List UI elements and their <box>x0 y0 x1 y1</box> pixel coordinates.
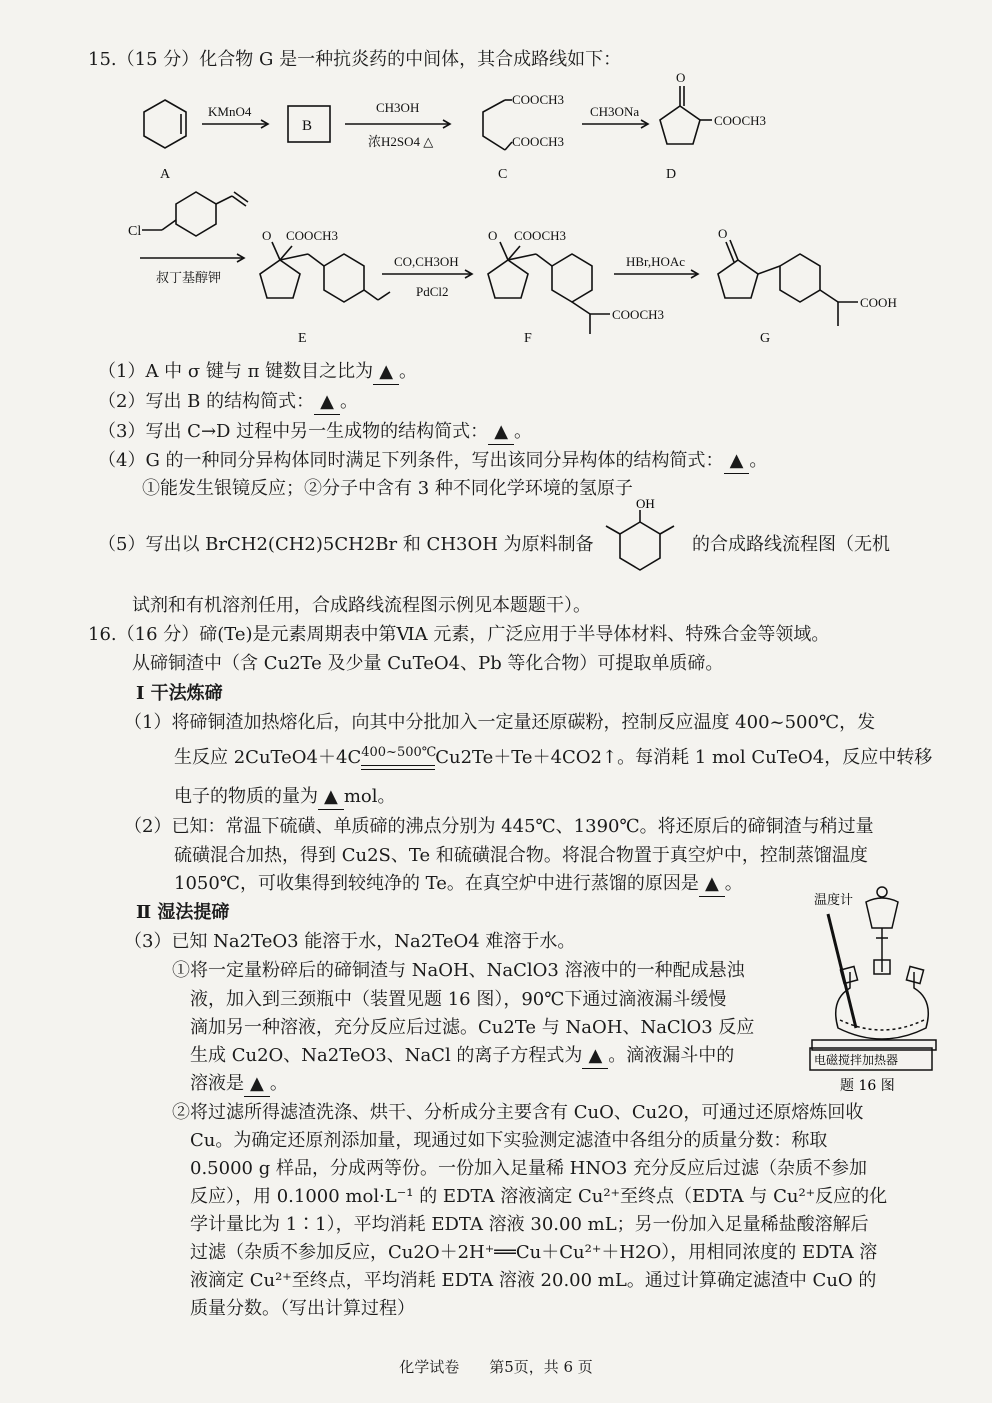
q16-line-2: 从碲铜渣中（含 Cu2Te 及少量 CuTeO4、Pb 等化合物）可提取单质碲。 <box>132 653 724 674</box>
q15-5-part-a: （5）写出以 BrCH2(CH2)5CH2Br 和 CH3OH 为原料制备 <box>98 534 594 555</box>
label-d: D <box>666 167 677 182</box>
e-oxygen: O <box>262 228 272 243</box>
unit-mol: mol。 <box>343 786 396 807</box>
reagent-hbr-hoac: HBr,HOAc <box>626 254 686 269</box>
g-cooh: COOH <box>860 295 897 310</box>
c-cooch3-top: COOCH3 <box>512 92 565 107</box>
label-b: B <box>302 118 313 134</box>
answer-blank: ▲ <box>314 390 340 415</box>
reagent-ch3ona: CH3ONa <box>590 104 640 119</box>
reagent-ch3oh: CH3OH <box>376 100 420 115</box>
q16-3-2f: 过滤（杂质不参加反应，Cu2O＋2H⁺══Cu＋Cu²⁺＋H2O），用相同浓度的 EDTA 溶 <box>190 1242 878 1263</box>
answer-blank: ▲ <box>244 1072 270 1097</box>
q16-line-1: 16.（16 分）碲(Te)是元素周期表中第ⅥA 元素，广泛应用于半导体材料、特殊合金等领域。 <box>88 624 830 645</box>
q15-5-part-c: 试剂和有机溶剂任用，合成路线流程图示例见本题题干）。 <box>132 595 591 616</box>
q16-3-2d: 反应），用 0.1000 mol·L⁻¹ 的 EDTA 溶液滴定 Cu²⁺至终点（EDTA 与 Cu²⁺反应的化 <box>190 1186 888 1207</box>
q16-3-2a: ②将过滤所得滤渣洗涤、烘干、分析成分主要含有 CuO、Cu2O，可通过还原熔炼回收 <box>172 1102 864 1123</box>
q16-3-2e: 学计量比为 1∶1），平均消耗 EDTA 溶液 30.00 mL；另一份加入足量稀盐酸溶解后 <box>190 1214 869 1235</box>
compound-f-ring <box>488 260 528 298</box>
q15-4 <box>98 449 767 474</box>
q15-4-text: （4）G 的一种同分异构体同时满足下列条件，写出该同分异构体的结构简式： <box>98 450 724 471</box>
reagent-h2so4: 浓H2SO4 △ <box>368 134 434 149</box>
reaction-temperature: 400~500℃ <box>361 745 437 760</box>
q15-4-conditions: ①能发生银镜反应；②分子中含有 3 种不同化学环境的氢原子 <box>142 478 633 499</box>
compound-g-benzene <box>780 254 820 302</box>
q15-2-text: （2）写出 B 的结构简式： <box>98 391 315 412</box>
reagent-tbuok: 叔丁基醇钾 <box>156 270 222 285</box>
d-cooch3: COOCH3 <box>714 113 767 128</box>
label-a: A <box>160 167 171 182</box>
q16-2c <box>174 872 743 897</box>
q16-3-1c: 滴加另一种溶液，充分反应后过滤。Cu2Te 与 NaOH、NaClO3 反应 <box>190 1017 755 1038</box>
target-oh: OH <box>636 498 655 511</box>
q16-3-2g: 液滴定 Cu²⁺至终点，平均消耗 EDTA 溶液 20.00 mL。通过计算确定滤渣中 CuO 的 <box>190 1270 877 1291</box>
q16-3-1d-after: 。滴液漏斗中的 <box>608 1045 735 1066</box>
label-e: E <box>298 331 307 346</box>
q15-1-text: （1）A 中 σ 键与 π 键数目之比为 <box>98 361 374 382</box>
thermometer-label: 温度计 <box>814 893 854 908</box>
reagent-benzene-ring <box>176 192 216 236</box>
q16-3-2h: 质量分数。（写出计算过程） <box>190 1298 415 1319</box>
period: 。 <box>269 1073 288 1094</box>
compound-e-benzene <box>324 254 364 302</box>
q16-3-1d-text: 生成 Cu2O、Na2TeO3、NaCl 的离子方程式为 <box>190 1045 583 1066</box>
q15-1 <box>98 360 417 385</box>
answer-blank: ▲ <box>699 872 725 897</box>
q16-3-1e <box>190 1072 288 1097</box>
reagent-cl: Cl <box>128 224 142 239</box>
q16-section-1: Ⅰ 干法炼碲 <box>136 683 223 704</box>
heater-label: 电磁搅拌加热器 <box>814 1053 899 1067</box>
figure-caption: 题 16 图 <box>840 1078 895 1094</box>
compound-g-ring <box>718 260 758 298</box>
equation-left: 生反应 2CuTeO4＋4C <box>174 747 362 768</box>
q16-1c-text: 电子的物质的量为 <box>174 786 318 807</box>
q15-synthesis-scheme <box>120 70 950 355</box>
period: 。 <box>724 873 743 894</box>
q15-3 <box>98 420 532 445</box>
period: 。 <box>399 361 418 382</box>
answer-blank: ▲ <box>488 420 514 445</box>
q16-2a: （2）已知：常温下硫磺、单质碲的沸点分别为 445℃、1390℃。将还原后的碲铜渣与稍过量 <box>124 816 874 837</box>
label-f: F <box>524 331 532 346</box>
apparatus-figure <box>800 880 940 1095</box>
q16-1a: （1）将碲铜渣加热熔化后，向其中分批加入一定量还原碳粉，控制反应温度 400~500℃，发 <box>124 712 876 733</box>
q15-header: 15.（15 分）化合物 G 是一种抗炎药的中间体，其合成路线如下： <box>88 49 622 70</box>
funnel-stopper <box>877 887 887 897</box>
q16-section-2: Ⅱ 湿法提碲 <box>136 902 230 923</box>
target-molecule <box>600 498 690 588</box>
period: 。 <box>339 391 358 412</box>
f-cooch3-side: COOCH3 <box>612 307 665 322</box>
answer-blank: ▲ <box>318 785 344 810</box>
reagent-co-ch3oh: CO,CH3OH <box>394 254 459 269</box>
answer-blank: ▲ <box>724 449 750 474</box>
compound-e-ring <box>260 260 300 298</box>
answer-blank: ▲ <box>582 1044 608 1069</box>
q16-3-1b: 液，加入到三颈瓶中（装置见题 16 图），90℃下通过滴液漏斗缓慢 <box>190 989 727 1010</box>
q16-3-2c: 0.5000 g 样品，分成两等份。一份加入足量稀 HNO3 充分反应后过滤（杂质不参加 <box>190 1158 868 1179</box>
dropping-funnel <box>866 898 898 928</box>
period: 。 <box>749 450 768 471</box>
q16-3-1e-text: 溶液是 <box>190 1073 244 1094</box>
q16-1c <box>174 785 396 810</box>
g-oxygen: O <box>718 226 728 241</box>
d-oxygen: O <box>676 70 686 85</box>
e-cooch3: COOCH3 <box>286 228 339 243</box>
compound-f-benzene <box>552 254 592 302</box>
label-c: C <box>498 167 508 182</box>
f-oxygen: O <box>488 228 498 243</box>
compound-a-ring <box>144 100 186 148</box>
f-cooch3-top: COOCH3 <box>514 228 567 243</box>
q16-3-1a: ①将一定量粉碎后的碲铜渣与 NaOH、NaClO3 溶液中的一种配成悬浊 <box>172 960 745 981</box>
reagent-kmno4: KMnO4 <box>208 104 252 119</box>
q16-3: （3）已知 Na2TeO3 能溶于水，Na2TeO4 难溶于水。 <box>124 931 576 952</box>
compound-c-chain <box>483 100 505 150</box>
q16-1b <box>174 746 932 770</box>
q15-2 <box>98 390 358 415</box>
c-cooch3-bottom: COOCH3 <box>512 134 565 149</box>
answer-blank: ▲ <box>373 360 399 385</box>
q15-5-part-b: 的合成路线流程图（无机 <box>692 534 890 555</box>
thermometer <box>828 914 856 1028</box>
equation-right: Cu2Te＋Te＋4CO2↑。每消耗 1 mol CuTeO4，反应中转移 <box>435 747 933 768</box>
page-footer: 化学试卷 第5页，共 6 页 <box>399 1358 593 1376</box>
compound-d-ring <box>660 106 700 144</box>
q16-3-1d <box>190 1044 734 1069</box>
q16-2c-text: 1050℃，可收集得到较纯净的 Te。在真空炉中进行蒸馏的原因是 <box>174 873 699 894</box>
period: 。 <box>514 421 533 442</box>
reagent-pdcl2: PdCl2 <box>416 284 449 299</box>
q16-2b: 硫磺混合加热，得到 Cu2S、Te 和硫磺混合物。将混合物置于真空炉中，控制蒸馏温度 <box>174 845 868 866</box>
q16-3-2b: Cu。为确定还原剂添加量，现通过如下实验测定滤渣中各组分的质量分数：称取 <box>190 1130 828 1151</box>
label-g: G <box>760 331 771 346</box>
reaction-condition <box>361 745 437 770</box>
q15-3-text: （3）写出 C→D 过程中另一生成物的结构简式： <box>98 421 489 442</box>
